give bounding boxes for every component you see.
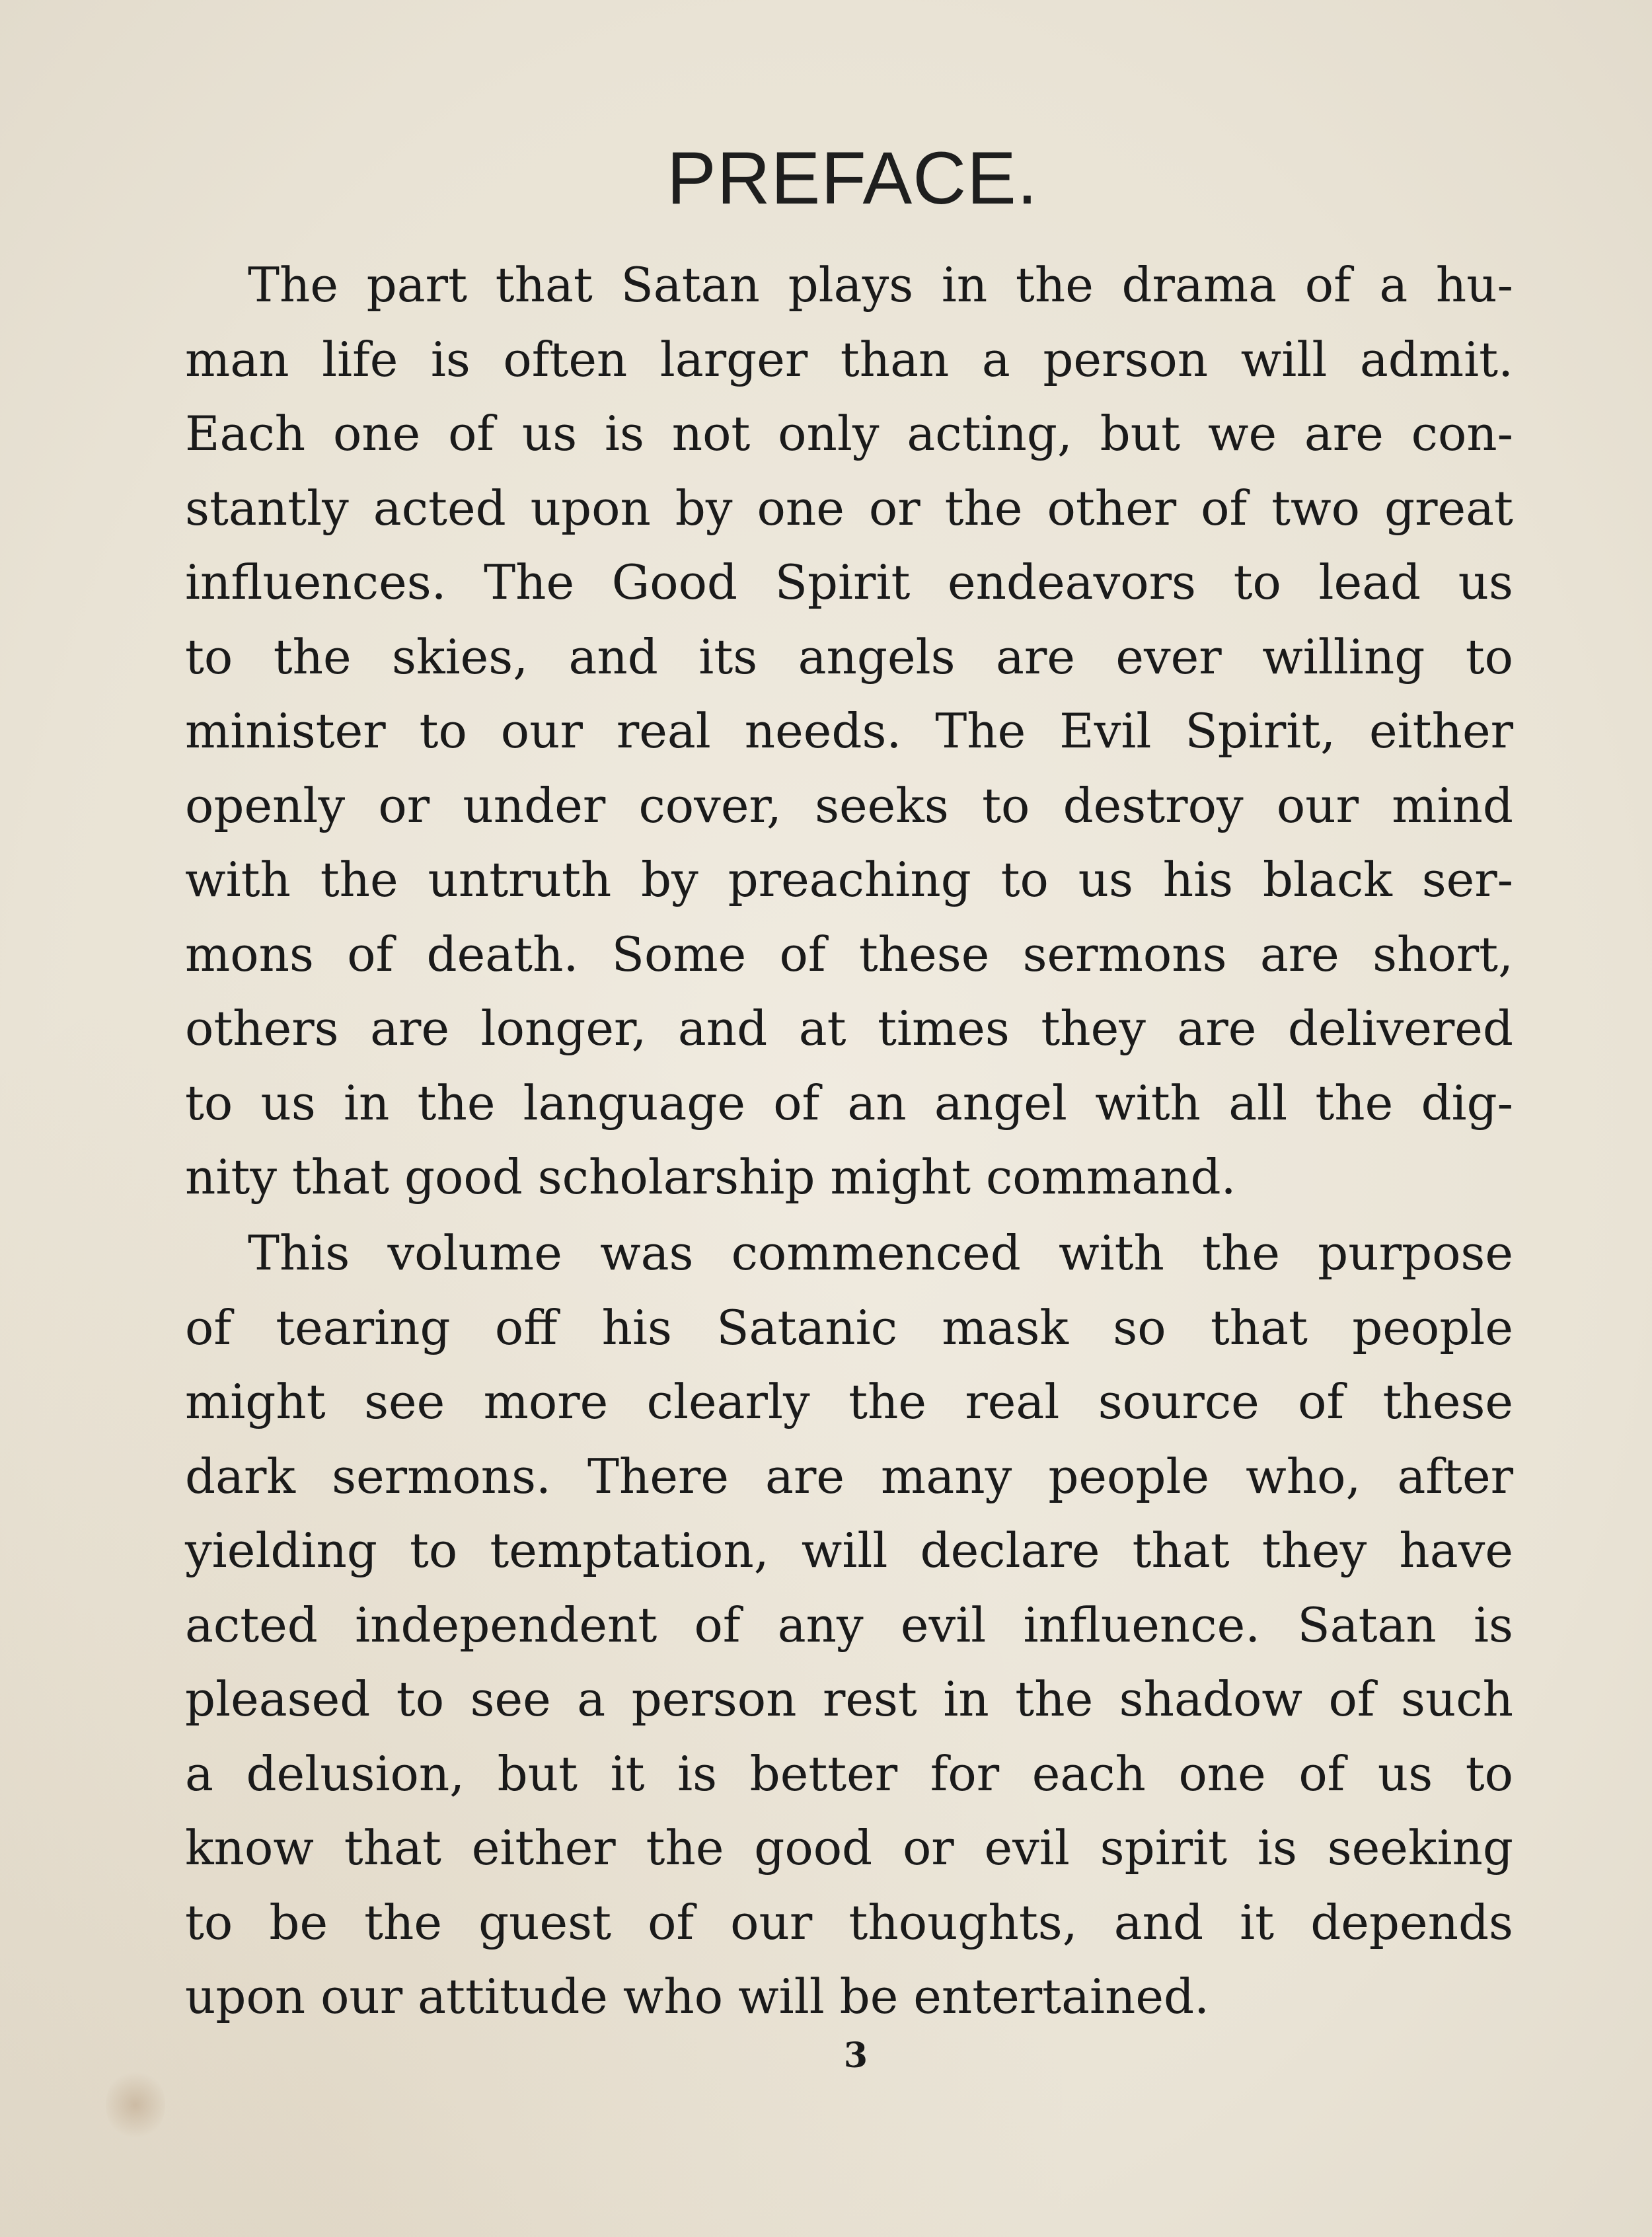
text-line: to us in the language of an angel with all the dig- bbox=[185, 1075, 1513, 1131]
text-line: pleased to see a person rest in the shadow of such bbox=[185, 1671, 1513, 1727]
text-line: openly or under cover, seeks to destroy our mind bbox=[185, 777, 1513, 833]
text-line: of tearing off his Satanic mask so that people bbox=[185, 1299, 1513, 1355]
text-line: Each one of us is not only acting, but we are con- bbox=[185, 406, 1513, 461]
text-line: to be the guest of our thoughts, and it depends bbox=[185, 1894, 1513, 1950]
text-line: influences. The Good Spirit endeavors to lead us bbox=[185, 554, 1513, 610]
text-line: man life is often larger than a person will admit. bbox=[185, 331, 1513, 387]
text-line: upon our attitude who will be entertained. bbox=[185, 1969, 1210, 2024]
text-line: minister to our real needs. The Evil Spirit, either bbox=[185, 703, 1513, 759]
paragraph-1 bbox=[185, 248, 1513, 1215]
text-line: to the skies, and its angels are ever willing to bbox=[185, 628, 1513, 685]
text-line: might see more clearly the real source of these bbox=[185, 1374, 1513, 1429]
text-line: with the untruth by preaching to us his black ser- bbox=[185, 852, 1513, 907]
page-number: 3 bbox=[843, 2035, 868, 2076]
text-line: This volume was commenced with the purpose bbox=[248, 1225, 1513, 1281]
text-line: dark sermons. There are many people who, after bbox=[185, 1448, 1513, 1504]
text-line: nity that good scholarship might command. bbox=[185, 1149, 1236, 1205]
text-line: know that either the good or evil spirit is seeking bbox=[185, 1820, 1513, 1876]
text-line: acted independent of any evil influence. Satan is bbox=[185, 1597, 1513, 1653]
text-line: yielding to temptation, will declare that they have bbox=[185, 1523, 1513, 1578]
text-line: stantly acted upon by one or the other of two great bbox=[185, 480, 1513, 536]
text-line: others are longer, and at times they are delivered bbox=[185, 1001, 1513, 1056]
text-line: The part that Satan plays in the drama of a hu- bbox=[248, 257, 1513, 313]
text-line: a delusion, but it is better for each one of us to bbox=[185, 1745, 1513, 1801]
paper-stain bbox=[106, 2068, 165, 2141]
page-title: PREFACE. bbox=[667, 137, 1038, 219]
paragraph-2 bbox=[185, 1216, 1513, 2034]
text-line: mons of death. Some of these sermons are short, bbox=[185, 926, 1513, 982]
